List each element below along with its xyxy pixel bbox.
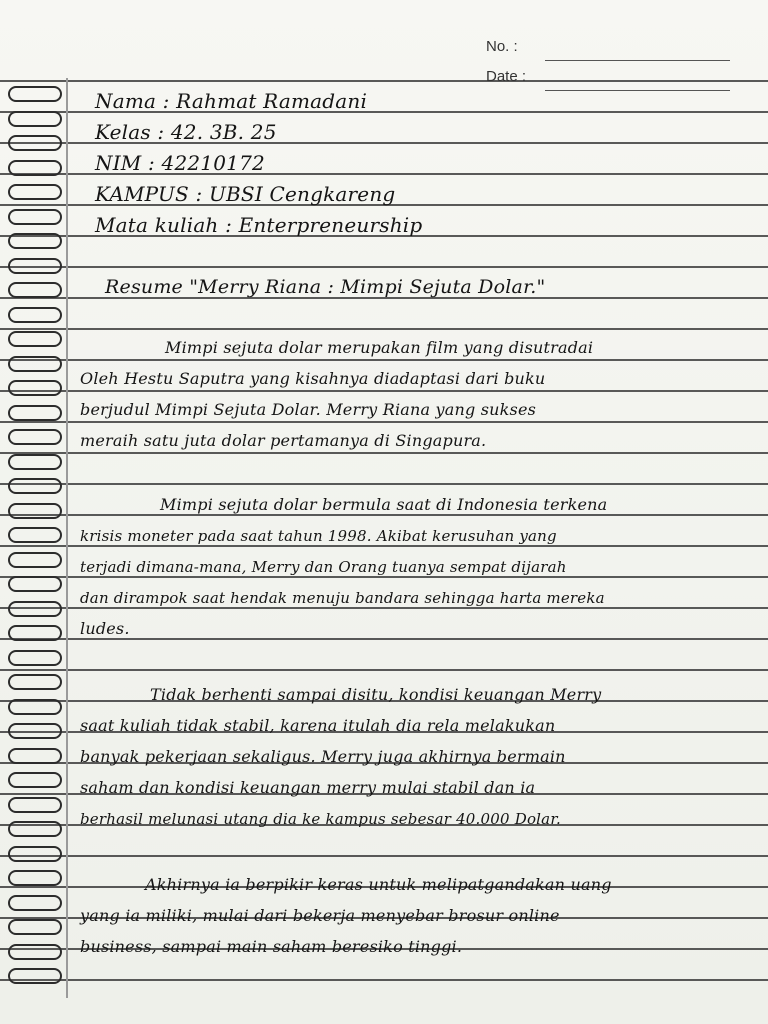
binding-ring <box>8 846 62 862</box>
course-line: Mata kuliah : Enterpreneurship <box>95 213 423 237</box>
name-line: Nama : Rahmat Ramadani <box>95 89 368 113</box>
paragraph-line: Tidak berhenti sampai disitu, kondisi keuangan Merry <box>150 685 602 704</box>
binding-ring <box>8 601 62 617</box>
paragraph-line: dan dirampok saat hendak menuju bandara sehingga harta mereka <box>80 589 605 607</box>
resume-title: Resume "Merry Riana : Mimpi Sejuta Dolar." <box>105 276 546 298</box>
paragraph-line: terjadi dimana-mana, Merry dan Orang tuanya sempat dijarah <box>80 558 567 576</box>
date-rule <box>545 90 730 91</box>
no-label: No. : <box>486 38 518 55</box>
binding-ring <box>8 258 62 274</box>
binding-ring <box>8 184 62 200</box>
binding-ring <box>8 331 62 347</box>
ruled-line <box>0 328 768 330</box>
binding-ring <box>8 772 62 788</box>
ruled-line <box>0 266 768 268</box>
binding-ring <box>8 723 62 739</box>
binding-ring <box>8 209 62 225</box>
binding-ring <box>8 944 62 960</box>
binding-ring <box>8 625 62 641</box>
campus-line: KAMPUS : UBSI Cengkareng <box>95 182 396 206</box>
date-label: Date : <box>486 68 527 85</box>
binding-ring <box>8 233 62 249</box>
binding-ring <box>8 135 62 151</box>
binding-ring <box>8 86 62 102</box>
ruled-line <box>0 669 768 671</box>
binding-ring <box>8 307 62 323</box>
binding-ring <box>8 650 62 666</box>
paragraph-line: berjudul Mimpi Sejuta Dolar. Merry Riana yang sukses <box>80 400 537 419</box>
paragraph-line: saham dan kondisi keuangan merry mulai stabil dan ia <box>80 778 536 797</box>
binding-ring <box>8 527 62 543</box>
binding-ring <box>8 503 62 519</box>
binding-ring <box>8 356 62 372</box>
margin-line <box>66 78 68 998</box>
paragraph-line: meraih satu juta dolar pertamanya di Singapura. <box>80 431 487 450</box>
binding-ring <box>8 160 62 176</box>
binding-ring <box>8 674 62 690</box>
binding-ring <box>8 454 62 470</box>
binding-ring <box>8 895 62 911</box>
no-rule <box>545 60 730 61</box>
paragraph-line: banyak pekerjaan sekaligus. Merry juga akhirnya bermain <box>80 747 566 766</box>
ruled-line <box>0 80 768 82</box>
nim-line: NIM : 42210172 <box>95 151 265 175</box>
binding-ring <box>8 552 62 568</box>
binding-ring <box>8 111 62 127</box>
binding-ring <box>8 870 62 886</box>
paragraph-line: Akhirnya ia berpikir keras untuk melipatgandakan uang <box>145 875 612 894</box>
binding-ring <box>8 478 62 494</box>
binding-ring <box>8 821 62 837</box>
binding-ring <box>8 380 62 396</box>
paragraph-line: ludes. <box>80 619 130 638</box>
paragraph-line: business, sampai main saham beresiko tinggi. <box>80 937 463 956</box>
binding-ring <box>8 968 62 984</box>
paragraph-line: Mimpi sejuta dolar bermula saat di Indonesia terkena <box>160 495 608 514</box>
paragraph-line: Mimpi sejuta dolar merupakan film yang disutradai <box>165 338 594 357</box>
paragraph-line: berhasil melunasi utang dia ke kampus sebesar 40.000 Dolar. <box>80 810 562 828</box>
paragraph-line: Oleh Hestu Saputra yang kisahnya diadaptasi dari buku <box>80 369 546 388</box>
binding-ring <box>8 405 62 421</box>
binding-ring <box>8 919 62 935</box>
binding-ring <box>8 797 62 813</box>
binding-ring <box>8 748 62 764</box>
ruled-line <box>0 979 768 981</box>
binding-ring <box>8 282 62 298</box>
ruled-line <box>0 855 768 857</box>
binding-ring <box>8 699 62 715</box>
paragraph-line: saat kuliah tidak stabil, karena itulah dia rela melakukan <box>80 716 556 735</box>
paragraph-line: krisis moneter pada saat tahun 1998. Akibat kerusuhan yang <box>80 527 557 545</box>
class-line: Kelas : 42. 3B. 25 <box>95 120 277 144</box>
ruled-line <box>0 483 768 485</box>
binding-ring <box>8 576 62 592</box>
binding-ring <box>8 429 62 445</box>
paragraph-line: yang ia miliki, mulai dari bekerja menyebar brosur online <box>80 906 560 925</box>
